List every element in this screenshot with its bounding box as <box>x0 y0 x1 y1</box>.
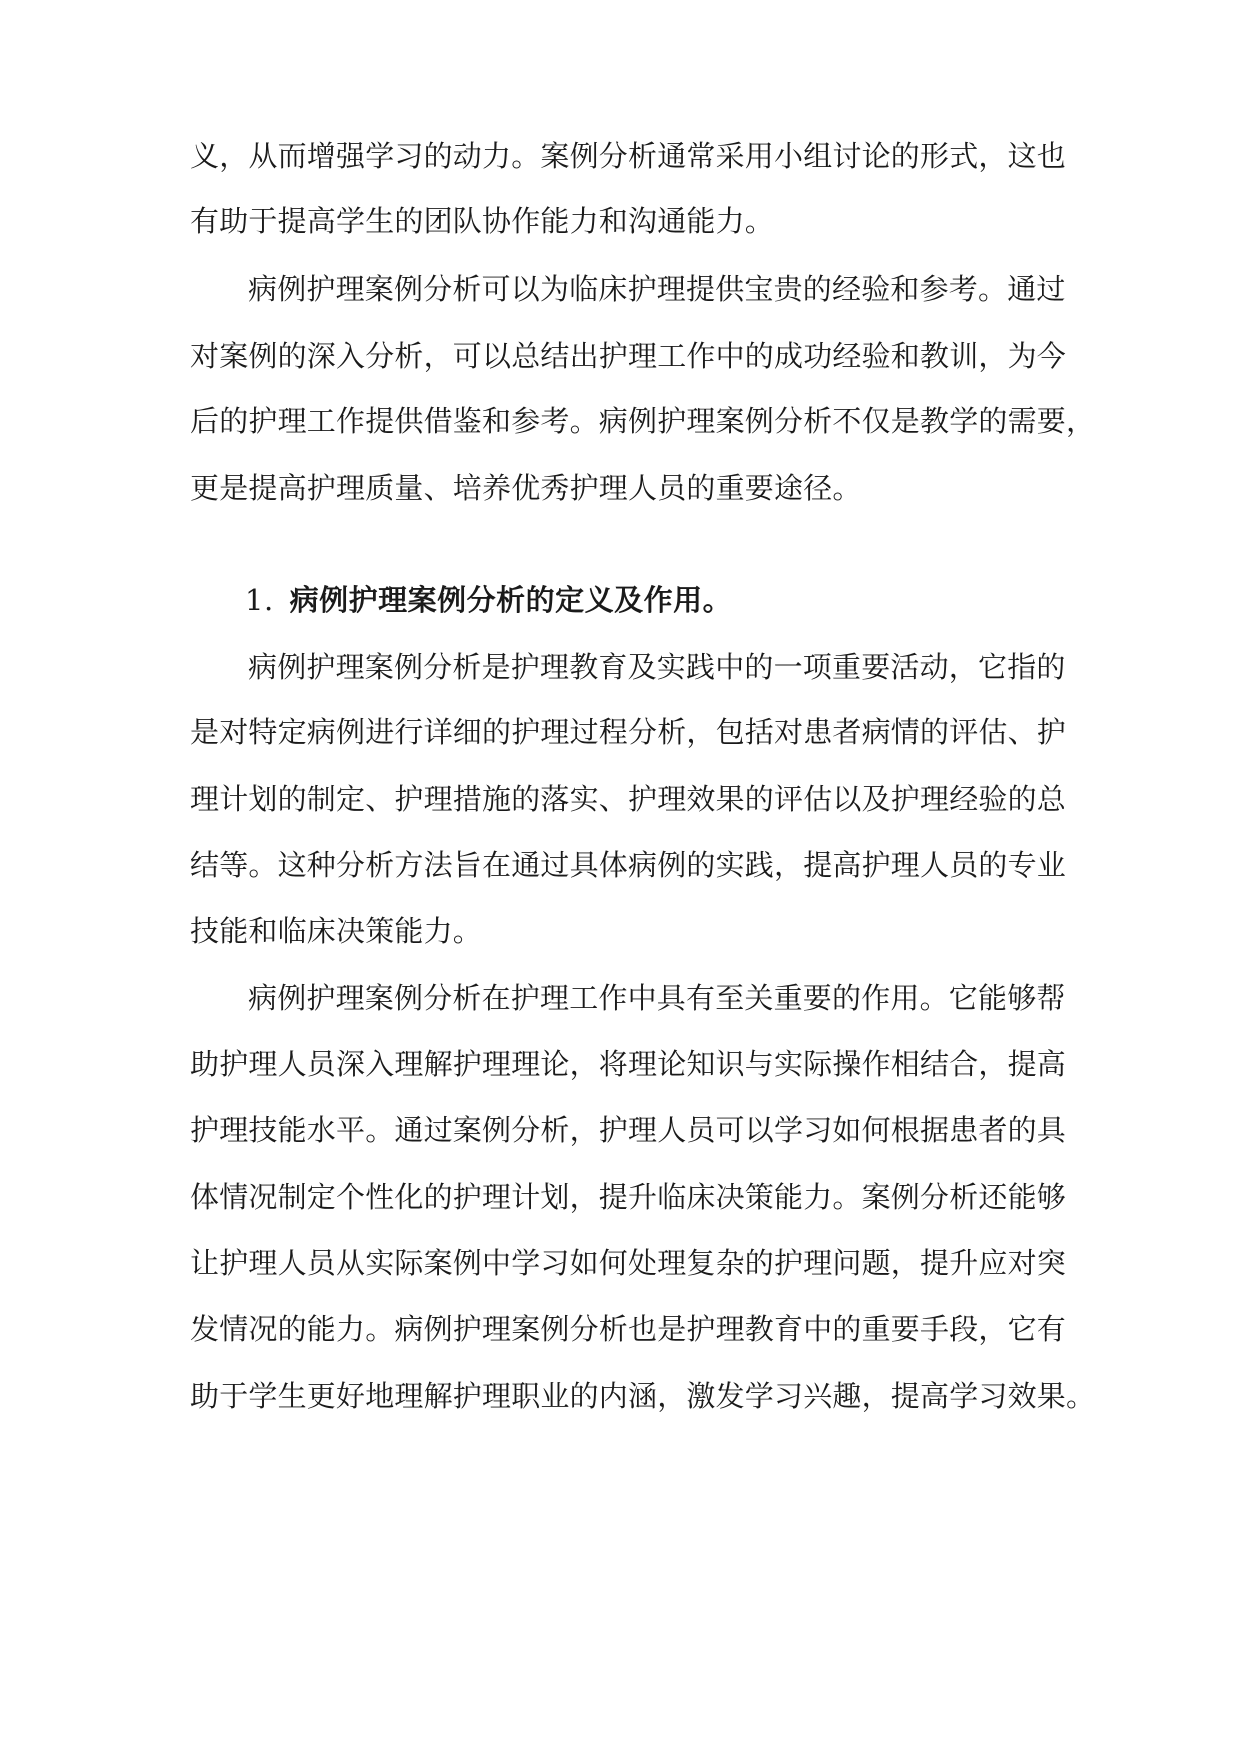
text-line: 助于学生更好地理解护理职业的内涵，激发学习兴趣，提高学习效果。 <box>190 1379 1096 1413</box>
heading-number: 1. <box>245 583 274 617</box>
text-line: 病例护理案例分析是护理教育及实践中的一项重要活动，它指的 <box>248 650 1066 684</box>
text-line: 护理技能水平。通过案例分析，护理人员可以学习如何根据患者的具 <box>190 1113 1067 1147</box>
text-line: 对案例的深入分析，可以总结出护理工作中的成功经验和教训，为今 <box>190 339 1067 373</box>
text-line: 病例护理案例分析可以为临床护理提供宝贵的经验和参考。通过 <box>248 272 1066 306</box>
text-line: 让护理人员从实际案例中学习如何处理复杂的护理问题，提升应对突 <box>190 1246 1067 1280</box>
text-line: 体情况制定个性化的护理计划，提升临床决策能力。案例分析还能够 <box>190 1180 1067 1214</box>
text-line: 更是提高护理质量、培养优秀护理人员的重要途径。 <box>190 471 862 505</box>
text-line: 结等。这种分析方法旨在通过具体病例的实践，提高护理人员的专业 <box>190 848 1067 882</box>
text-line: 是对特定病例进行详细的护理过程分析，包括对患者病情的评估、护 <box>190 715 1067 749</box>
section-heading <box>245 580 1055 620</box>
text-line: 义，从而增强学习的动力。案例分析通常采用小组讨论的形式，这也 <box>190 139 1067 173</box>
text-line: 后的护理工作提供借鉴和参考。病例护理案例分析不仅是教学的需要， <box>190 404 1096 438</box>
text-line: 理计划的制定、护理措施的落实、护理效果的评估以及护理经验的总 <box>190 782 1067 816</box>
text-line: 发情况的能力。病例护理案例分析也是护理教育中的重要手段，它有 <box>190 1312 1067 1346</box>
text-line: 技能和临床决策能力。 <box>190 914 483 948</box>
text-line: 病例护理案例分析在护理工作中具有至关重要的作用。它能够帮 <box>248 981 1066 1015</box>
heading-text: 病例护理案例分析的定义及作用。 <box>289 583 733 617</box>
text-line: 有助于提高学生的团队协作能力和沟通能力。 <box>190 204 775 238</box>
text-line: 助护理人员深入理解护理理论，将理论知识与实际操作相结合，提高 <box>190 1047 1067 1081</box>
